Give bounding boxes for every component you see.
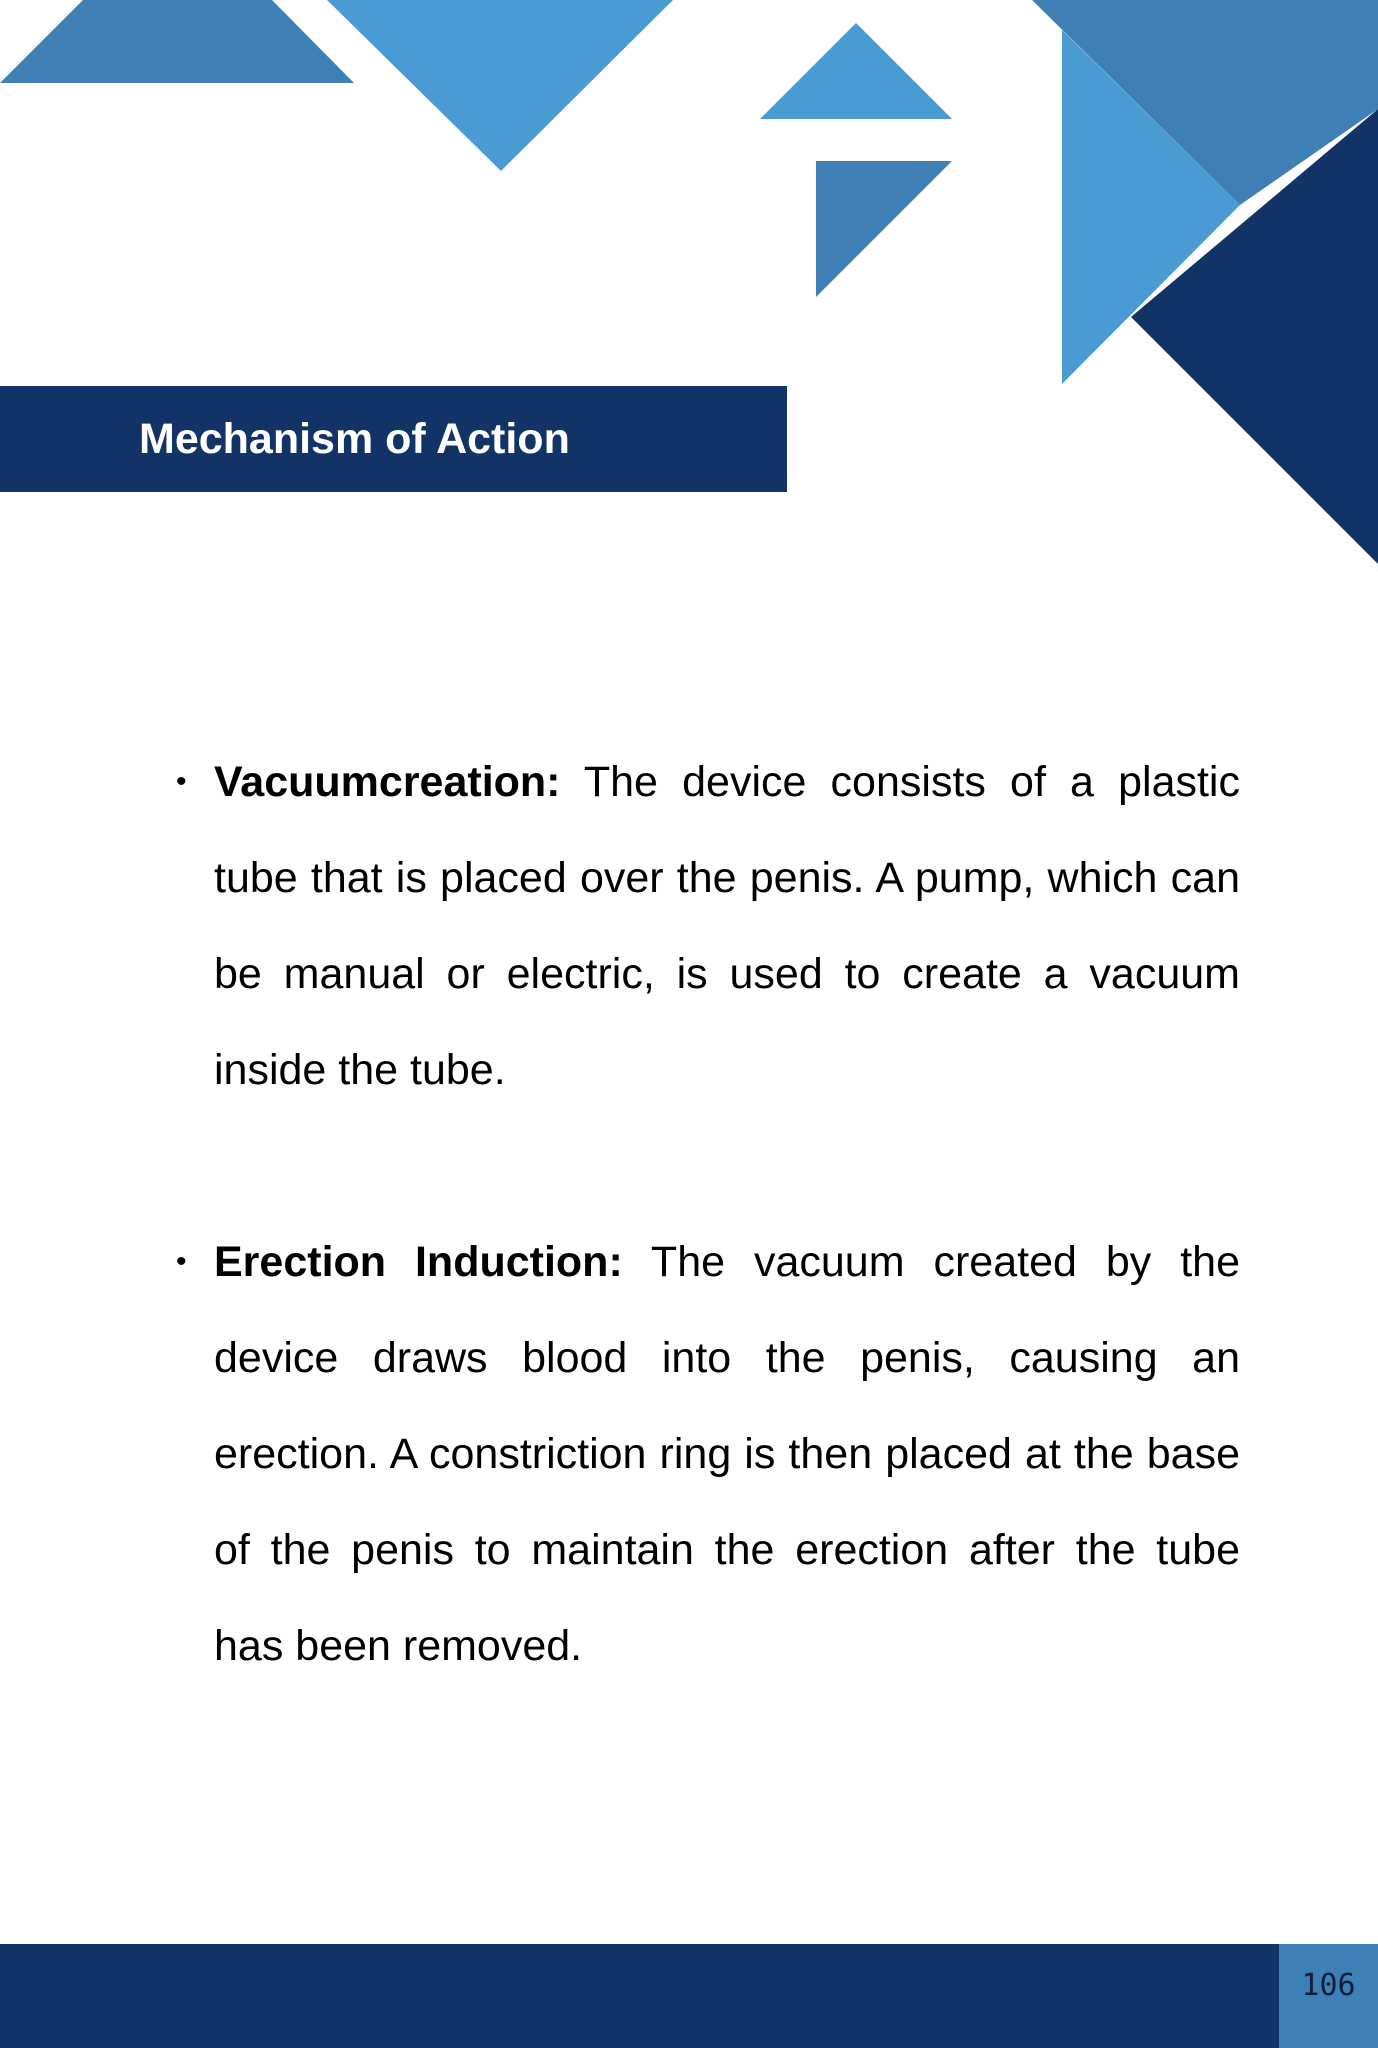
section-banner [0,386,787,492]
bullet-term: Vacuumcreation: [214,758,561,806]
bullet-icon: • [176,1245,187,1278]
page-number-box [1279,1944,1378,2048]
list-item [176,734,1240,1118]
footer-bar [0,1944,1378,2048]
list-item [176,1214,1240,1694]
triangle-small-lower [816,161,952,297]
page-number: 106 [1301,1968,1356,2003]
bullet-term: Erection Induction: [214,1238,623,1286]
triangle-top-left [0,0,354,83]
header-decoration [0,0,1378,600]
triangle-top-center [327,0,673,171]
triangle-small-upper [760,23,952,119]
bullet-list [176,734,1240,1790]
bullet-text: The device consists of a plastic tube that is placed over the penis. A pump, which can be manual or electric, is used to create a vacuum inside the tube. [214,758,1240,1094]
bullet-text: The vacuum created by the device draws blood into the penis, causing an erection. A constriction ring is then placed at the base of the penis to maintain the erection after the tube has been removed. [214,1238,1240,1670]
bullet-icon: • [176,765,187,798]
section-title: Mechanism of Action [139,415,570,463]
